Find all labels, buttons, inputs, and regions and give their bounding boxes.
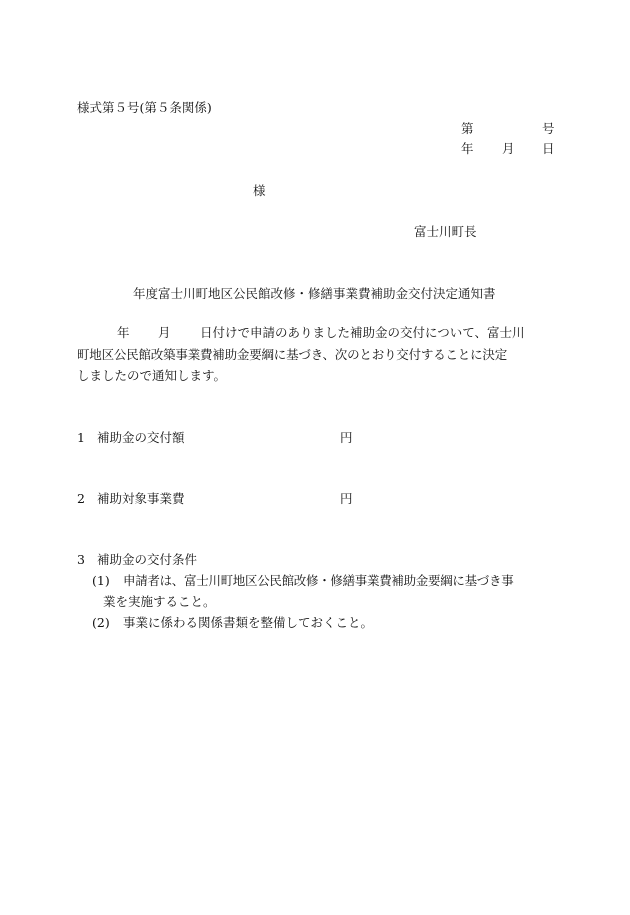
item-label: 補助金の交付額 [97, 430, 185, 445]
item-unit: 円 [340, 430, 353, 445]
issue-date-year: 年 [461, 141, 474, 156]
body-line-2: 町地区公民館改築事業費補助金要綱に基づき、次のとおり交付することに決定 [77, 347, 508, 362]
body-line-3: しましたので通知します。 [77, 368, 227, 383]
issue-date-day: 日 [542, 141, 555, 156]
body-line-1: 日付けで申請のありました補助金の交付について、富士川 [200, 325, 525, 340]
doc-number-prefix: 第 [461, 121, 474, 136]
condition-marker: (2) [92, 615, 110, 630]
condition-marker: (1) [92, 573, 110, 588]
addressee-honorific: 様 [253, 183, 266, 198]
body-date-year: 年 [117, 325, 130, 340]
body-date-month: 月 [158, 325, 171, 340]
item-number: 2 [77, 491, 85, 506]
item-unit: 円 [340, 491, 353, 506]
sender-name: 富士川町長 [414, 224, 477, 239]
condition-text-cont: 業を実施すること。 [103, 594, 216, 609]
conditions-label: 補助金の交付条件 [97, 552, 198, 567]
item-number: 1 [77, 430, 85, 445]
form-number: 様式第５号(第５条関係) [77, 100, 212, 115]
issue-date-month: 月 [502, 141, 515, 156]
condition-text: 事業に係わる関係書類を整備しておくこと。 [123, 615, 374, 630]
document-title: 年度富士川町地区公民館改修・修繕事業費補助金交付決定通知書 [133, 286, 496, 301]
doc-number-suffix: 号 [542, 121, 555, 136]
item-label: 補助対象事業費 [97, 491, 185, 506]
conditions-number: 3 [77, 552, 85, 567]
condition-text: 申請者は、富士川町地区公民館改修・修繕事業費補助金要綱に基づき事 [123, 573, 514, 588]
